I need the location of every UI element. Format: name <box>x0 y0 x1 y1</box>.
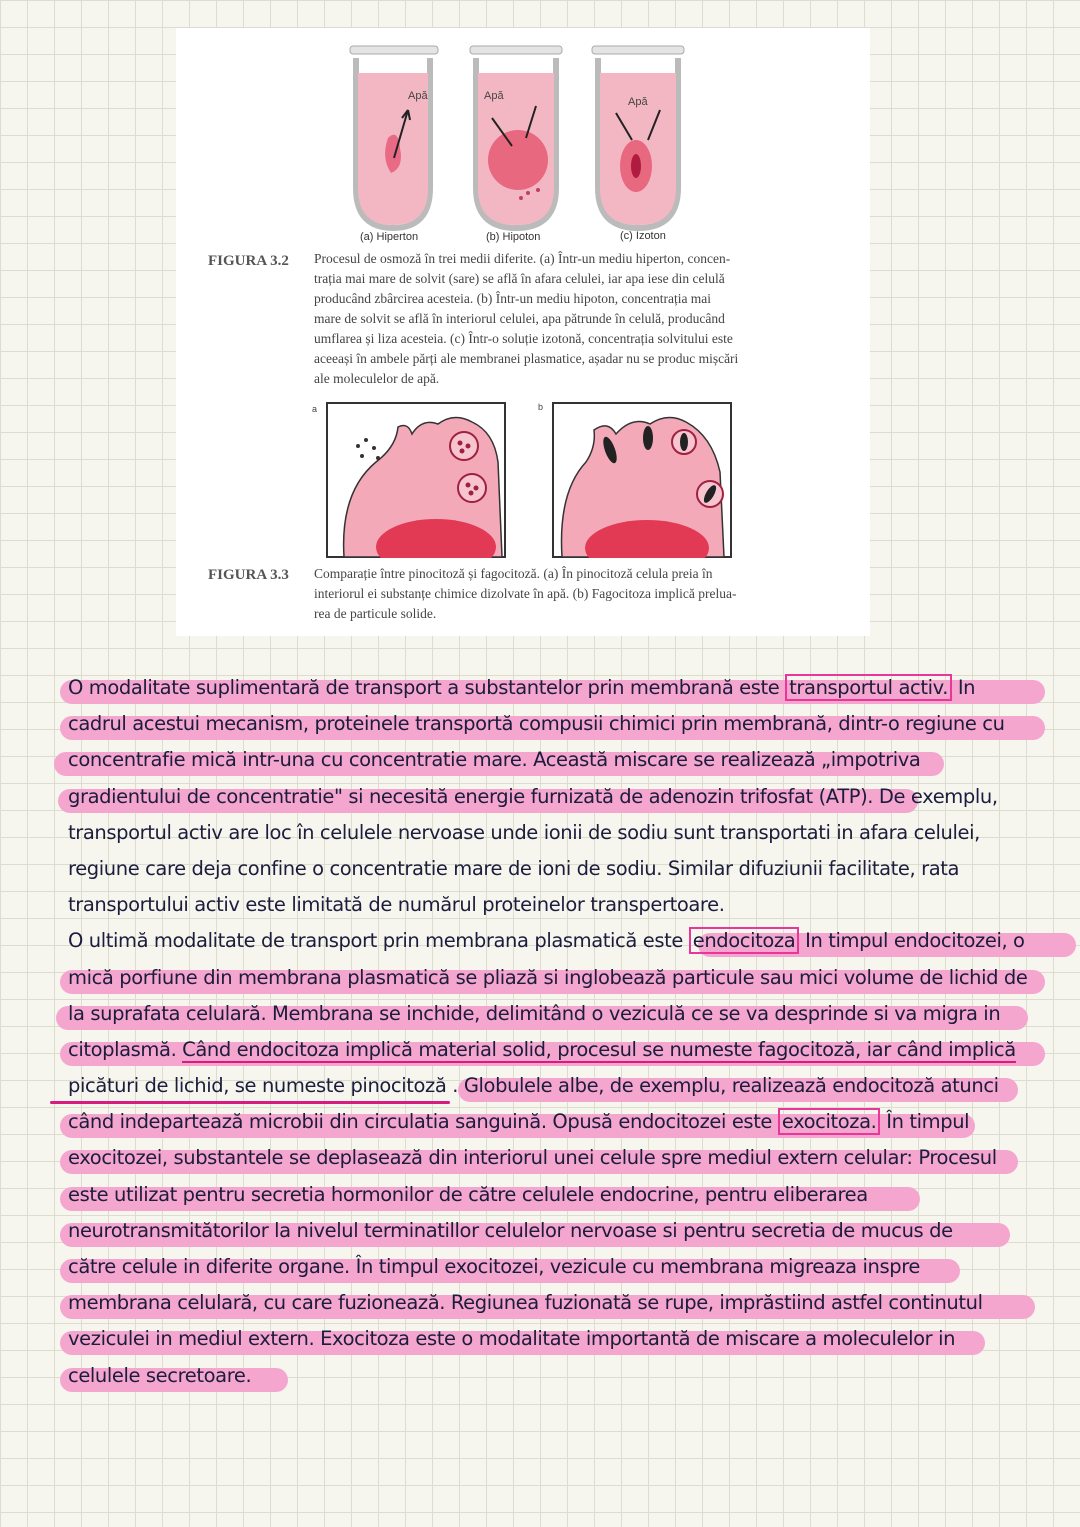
note-line-19 <box>68 1321 1058 1357</box>
note-text: În timpul <box>880 1110 970 1134</box>
note-text: veziculei in mediul extern. Exocitoza este o modalitate importantă de miscare a moleculelor in <box>68 1327 956 1351</box>
note-line-2 <box>68 706 1058 742</box>
note-line-9 <box>68 960 1058 996</box>
note-line-7 <box>68 887 1058 923</box>
note-line-20 <box>68 1358 1058 1394</box>
tube-c-label: (c) Izoton <box>620 230 666 242</box>
tube-b-label: (b) Hipoton <box>486 231 541 243</box>
note-line-10 <box>68 996 1058 1032</box>
note-text: gradientului de concentratie" si necesită energie furnizată de adenozin trifosfat (ATP). De exemplu, <box>68 784 998 808</box>
note-line-8 <box>68 923 1058 959</box>
tube-b-water-label: Apă <box>484 90 504 102</box>
note-line-16 <box>68 1213 1058 1249</box>
note-line-11 <box>68 1032 1058 1068</box>
handwritten-notes <box>68 670 1058 1394</box>
note-line-1 <box>68 670 1058 706</box>
note-line-17 <box>68 1249 1058 1285</box>
note-text: transportului activ este limitată de numărul proteinelor transpertoare. <box>68 893 725 917</box>
note-text: neurotransmitătorilor la nivelul terminatillor celulelor nervoase si pentru secretia de mucus de <box>68 1218 953 1242</box>
tube-c-water-label: Apă <box>628 96 648 108</box>
highlight-term-active-transport: transportul activ. <box>785 674 952 701</box>
note-line-15 <box>68 1177 1058 1213</box>
note-text: exocitozei, substantele se deplasează din interiorul unei celule spre mediul extern celular: Procesul <box>68 1146 997 1170</box>
note-text: mică porfiune din membrana plasmatică se pliază si inglobează particule sau mici volume de lichid de <box>68 965 1028 989</box>
highlight-term-endocytosis: endocitoza <box>689 927 800 954</box>
figure-3-3-caption: Comparație între pinocitoză și fagocitoză. (a) În pinocitoză celula preia în interiorul ei substanțe chimice dizolvate în apă. (b) Fagocitoza implică prelua- rea de particule solide. <box>314 566 737 621</box>
margin-underline-stroke <box>50 1101 450 1104</box>
note-line-5 <box>68 815 1058 851</box>
note-text: In <box>952 676 976 699</box>
textbook-figure <box>176 28 870 636</box>
note-line-12 <box>68 1068 1058 1104</box>
underlined-definition-end: picături de lichid, se numeste pinocitoză <box>68 1074 447 1098</box>
note-text: este utilizat pentru secretia hormonilor de către celulele endocrine, pentru eliberarea <box>68 1182 868 1206</box>
note-line-14 <box>68 1140 1058 1176</box>
note-text: membrana celulară, cu care fuzionează. Regiunea fuzionată se rupe, imprăstiind astfel continutul <box>68 1291 983 1315</box>
note-line-4 <box>68 779 1058 815</box>
tube-isotonic <box>592 46 684 228</box>
note-text: In timpul endocitozei, o <box>799 929 1025 953</box>
note-text: cadrul acestui mecanism, proteinele transportă compusii chimici prin membrană, dintr-o regiune cu <box>68 712 1005 736</box>
tube-hypotonic <box>470 46 562 228</box>
note-text: . Globulele albe, de exemplu, realizează endocitoză atunci <box>446 1074 999 1098</box>
note-text: când indepartează microbii din circulatia sanguină. Opusă endocitozei este <box>68 1110 778 1134</box>
tube-a-water-label: Apă <box>408 90 428 102</box>
phagocytosis-panel <box>552 402 732 558</box>
note-text: la suprafata celulară. Membrana se inchide, delimitând o veziculă ce se va desprinde si va migra in <box>68 1001 1001 1025</box>
note-text: către celule in diferite organe. În timpul exocitozei, vezicule cu membrana migreaza inspre <box>68 1255 921 1278</box>
note-text: concentrafie mică intr-una cu concentratie mare. Această miscare se realizează „impotriva <box>68 748 921 772</box>
underlined-definition: Când endocitoza implică material solid, procesul se numeste fagocitoză, iar când implică <box>182 1037 1016 1061</box>
note-text: O modalitate suplimentară de transport a substantelor prin membrană este <box>68 676 786 699</box>
panel-a-letter: a <box>312 404 318 414</box>
note-line-6 <box>68 851 1058 887</box>
note-line-3 <box>68 742 1058 778</box>
tube-a-label: (a) Hiperton <box>360 231 419 243</box>
panel-b-letter: b <box>538 402 544 412</box>
note-text: O ultimă modalitate de transport prin membrana plasmatică este <box>68 929 689 953</box>
figure-3-3-number: FIGURA 3.3 <box>208 567 289 583</box>
tube-hypertonic <box>350 46 438 228</box>
highlight-term-exocytosis: exocitoza. <box>778 1108 881 1135</box>
note-text: regiune care deja confine o concentratie mare de ioni de sodiu. Similar difuziunii facilitate, rata <box>68 856 960 880</box>
note-text: transportul activ are loc în celulele nervoase unde ionii de sodiu sunt transportati in afara celulei, <box>68 820 980 844</box>
note-line-18 <box>68 1285 1058 1321</box>
figure-3-2-caption: Procesul de osmoză în trei medii diferite. (a) Într-un mediu hiperton, concen- trația mai mare de solvit (sare) se află în afara celulei, iar apa iese din celulă producând zbârcirea acesteia. (b) Într-un mediu hipoton, concentrația mai mare de solvit se află în interiorul celulei, apa pătrunde în celulă, producând umflarea și liza acesteia. (c) Într-o soluție izotonă, concentrația solvitului este aceeași în ambele părți ale membranei plasmatice, așadar nu se produc mișcări ale moleculelor de apă. <box>314 251 739 386</box>
note-text: citoplasmă. <box>68 1037 183 1061</box>
pinocytosis-panel <box>326 402 506 558</box>
note-line-13 <box>68 1104 1058 1140</box>
note-text: celulele secretoare. <box>68 1363 252 1387</box>
figure-3-2-number: FIGURA 3.2 <box>208 253 289 269</box>
